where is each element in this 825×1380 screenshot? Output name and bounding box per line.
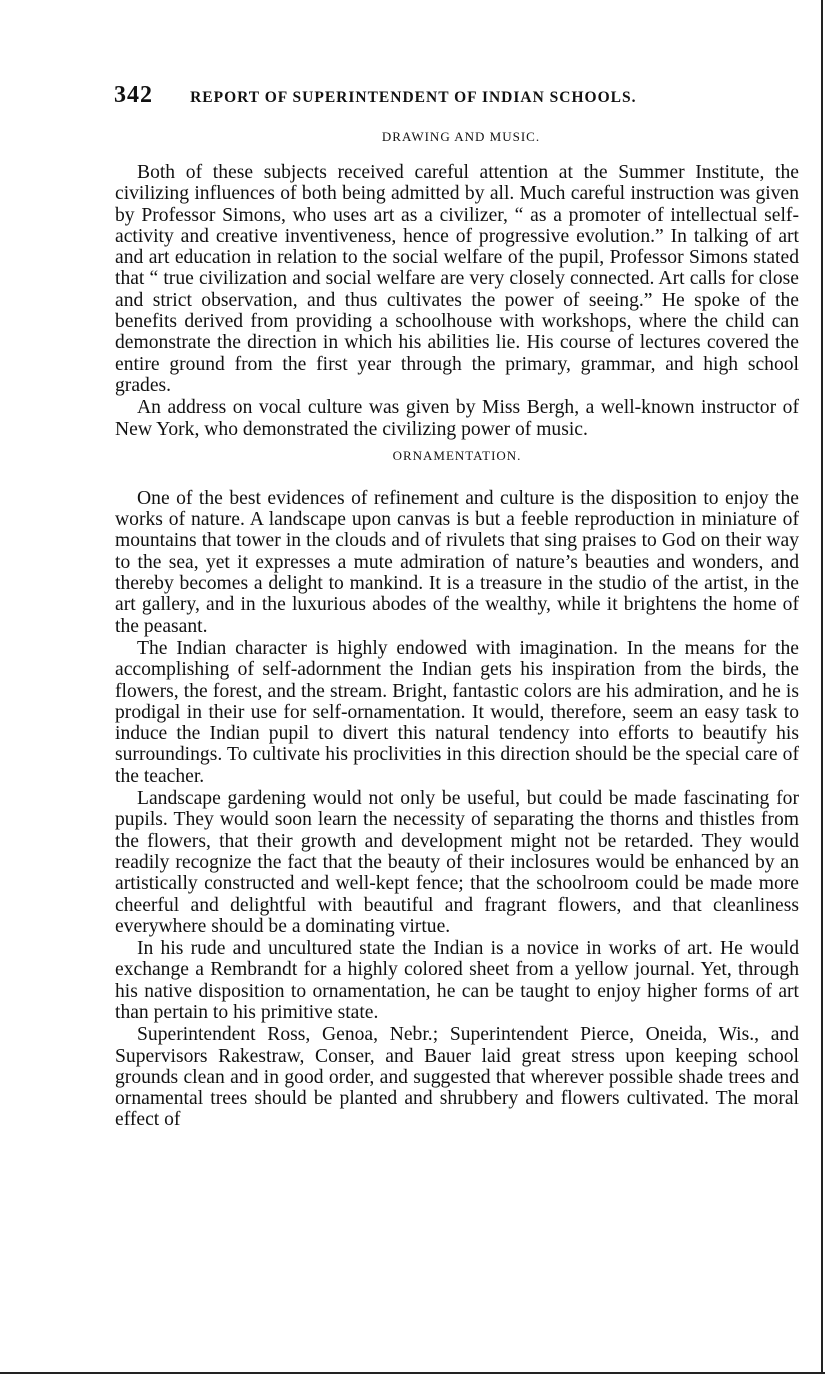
page-body — [115, 126, 799, 1131]
paragraph: An address on vocal culture was given by Miss Bergh, a well-known instructor of New York, who demonstrated the civilizing power of music. — [115, 397, 799, 440]
page-border-right — [821, 0, 823, 1374]
paragraph: In his rude and uncultured state the Indian is a novice in works of art. He would exchange a Rembrandt for a highly colored sheet from a yellow journal. Yet, through his native disposition to ornamentation, he can be taught to enjoy higher forms of art than pertain to his primitive state. — [115, 938, 799, 1023]
section-drawing-and-music — [115, 126, 799, 440]
section-heading: DRAWING AND MUSIC. — [381, 129, 541, 144]
section-heading: ORNAMENTATION. — [392, 447, 522, 463]
section-ornamentation — [115, 444, 799, 1131]
paragraph: Landscape gardening would not only be useful, but could be made fascinating for pupils. They would soon learn the necessity of separating the thorns and thistles from the flowers, that their growth and development might not be retarded. They would readily recognize the fact that the beauty of their inclosures would be enhanced by an artistically constructed and well-kept fence; that the schoolroom could be made more cheerful and delightful with beautiful and fragrant flowers, and that cleanliness everywhere should be a dominating virtue. — [115, 788, 799, 937]
running-title: REPORT OF SUPERINTENDENT OF INDIAN SCHOOLS. — [190, 89, 637, 106]
page-border-bottom — [0, 1372, 825, 1374]
paragraph: Both of these subjects received careful attention at the Summer Institute, the civilizing influences of both being admitted by all. Much careful instruction was given by Professor Simons, who uses art as a civilizer, “ as a promoter of intellectual self-activity and creative inventiveness, hence of progressive evolution.” In talking of art and art education in relation to the social welfare of the pupil, Professor Simons stated that “ true civilization and social welfare are very closely connected. Art calls for close and strict observation, and thus cultivates the power of seeing.” He spoke of the benefits derived from providing a schoolhouse with workshops, where the child can demonstrate the direction in which his abilities lie. His course of lectures covered the entire ground from the first year through the primary, grammar, and high school grades. — [115, 162, 799, 396]
paragraph: The Indian character is highly endowed with imagination. In the means for the accomplishing of self-adornment the Indian gets his inspiration from the birds, the flowers, the forest, and the stream. Bright, fantastic colors are his admiration, and he is prodigal in their use for self-ornamentation. It would, therefore, seem an easy task to induce the Indian pupil to divert this natural tendency into efforts to beautify his surroundings. To cultivate his proclivities in this direction should be the special care of the teacher. — [115, 637, 799, 787]
paragraph: One of the best evidences of refinement and culture is the disposition to enjoy the works of nature. A landscape upon canvas is but a feeble reproduction in miniature of mountains that tower in the clouds and of rivulets that sing praises to God on their way to the sea, yet it expresses a mute admiration of nature’s beauties and wonders, and thereby becomes a delight to mankind. It is a treasure in the studio of the artist, in the art gallery, and in the luxurious abodes of the wealthy, while it brightens the home of the peasant. — [115, 487, 799, 637]
paragraph: Superintendent Ross, Genoa, Nebr.; Superintendent Pierce, Oneida, Wis., and Supervisors Rakestraw, Conser, and Bauer laid great stress upon keeping school grounds clean and in good order, and suggested that wherever possible shade trees and ornamental trees should be planted and shrubbery and flowers cultivated. The moral effect of — [115, 1024, 799, 1131]
page-number: 342 — [114, 82, 153, 108]
running-header — [114, 82, 814, 114]
